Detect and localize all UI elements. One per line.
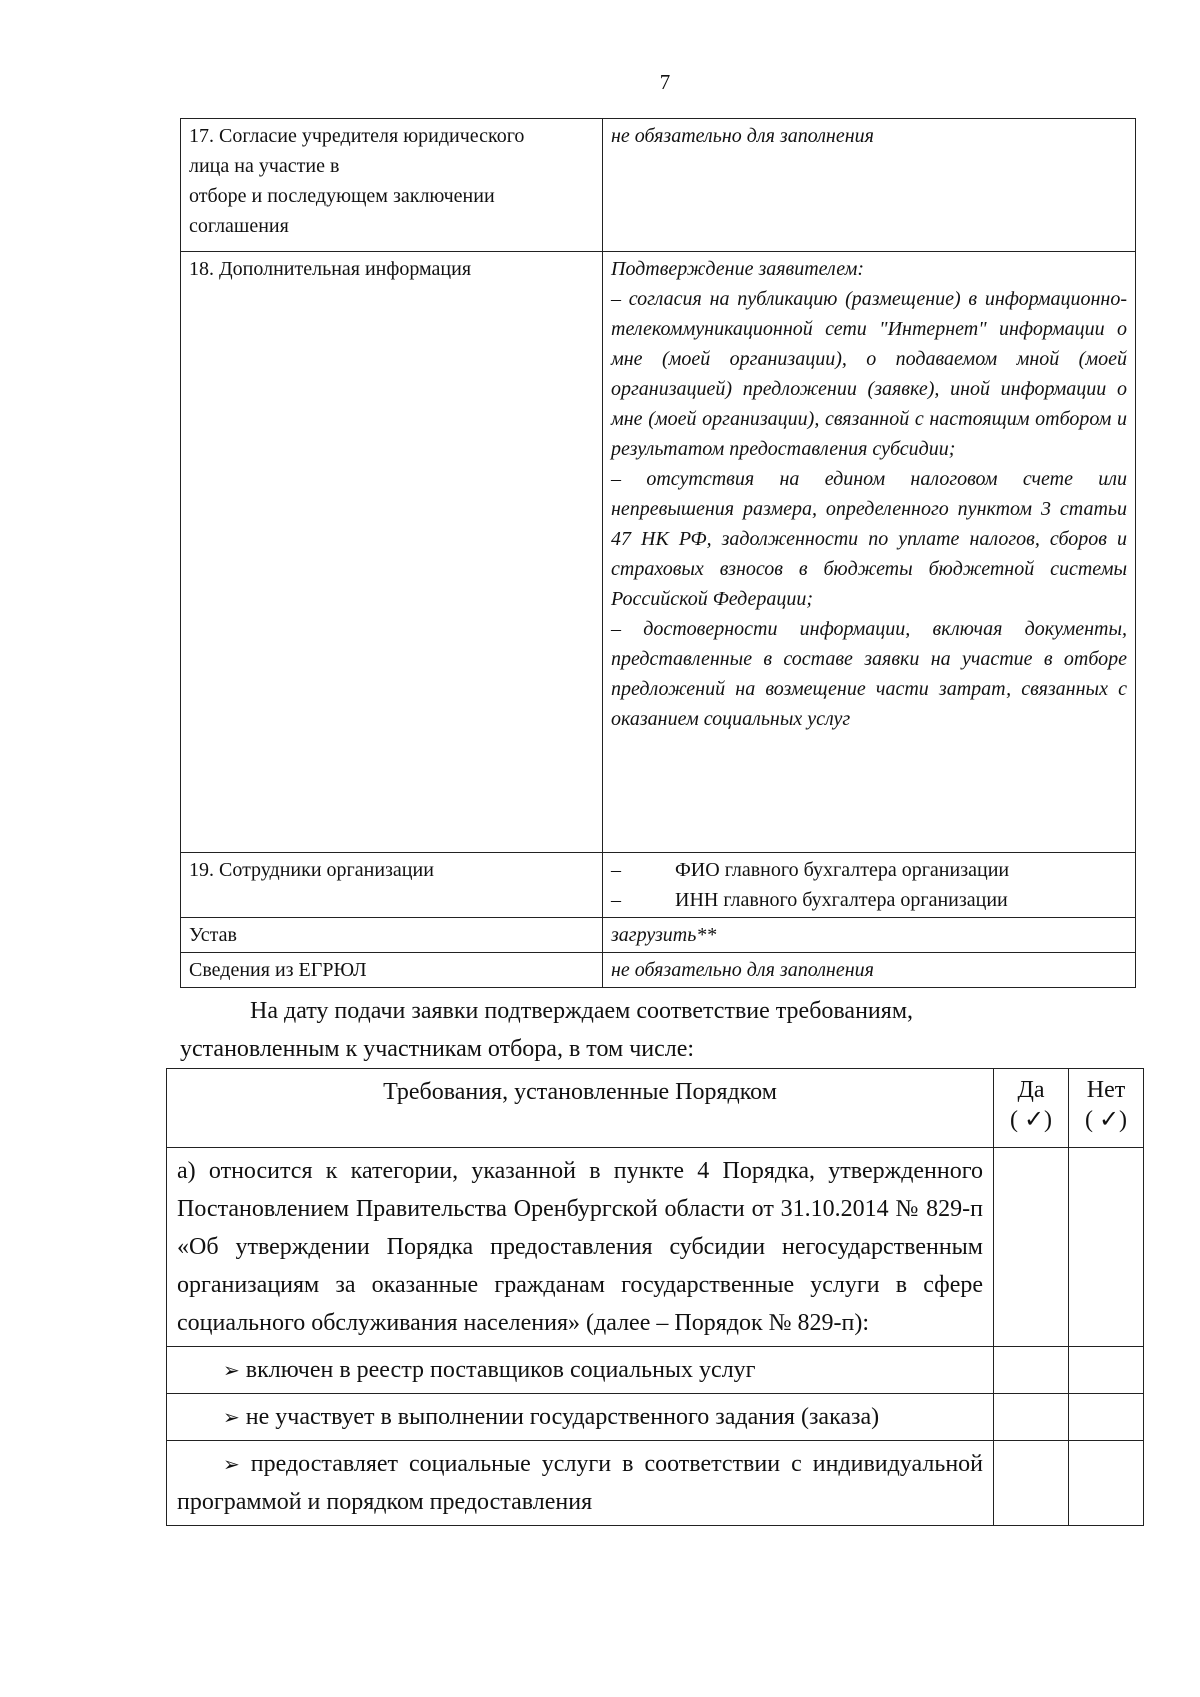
requirement-text (167, 1347, 994, 1394)
requirement-text: а) относится к категории, указанной в пункте 4 Порядка, утвержденного Постановлением Правительства Оренбургской области от 31.10.2014 № 829-п «Об утверждении Порядка предоставления субсидии негосударственным организациям за оказанные гражданам государственные услуги в сфере социального обслуживания населения» (далее – Порядок № 829-п): (167, 1148, 994, 1347)
row-value (603, 853, 1136, 918)
table-row (167, 1347, 1144, 1394)
label-line: соглашения (189, 215, 289, 237)
yes-header (994, 1069, 1069, 1148)
yes-label: Да (1017, 1077, 1045, 1103)
arrow-bullet-icon: ➢ (223, 1358, 240, 1382)
employee-field (611, 885, 1127, 915)
row-value (603, 252, 1136, 853)
check-icon: ( ✓) (1009, 1107, 1053, 1133)
upload-link[interactable]: загрузить** (603, 918, 1136, 953)
table-row-charter (181, 918, 1136, 953)
row-label: 19. Сотрудники организации (181, 853, 603, 918)
dash: – (611, 859, 621, 881)
table-row-consent (181, 119, 1136, 252)
table-row-additional-info (181, 252, 1136, 853)
employee-field (611, 855, 1127, 885)
no-checkbox-cell[interactable] (1069, 1394, 1144, 1441)
check-icon: ( ✓) (1084, 1107, 1128, 1133)
table-row (167, 1148, 1144, 1347)
page-number: 7 (659, 70, 671, 94)
no-checkbox-cell[interactable] (1069, 1347, 1144, 1394)
row-label: Сведения из ЕГРЮЛ (181, 953, 603, 988)
table-header-row (167, 1069, 1144, 1148)
row-label (181, 119, 603, 252)
row-value: не обязательно для заполнения (603, 119, 1136, 252)
no-checkbox-cell[interactable] (1069, 1148, 1144, 1347)
row-label: Устав (181, 918, 603, 953)
intro-paragraph: На дату подачи заявки подтверждаем соответствие требованиям, (250, 998, 913, 1024)
employee-field-label: ИНН главного бухгалтера организации (675, 889, 1008, 911)
label-line: лица на участие в (189, 155, 340, 177)
row-label: 18. Дополнительная информация (181, 252, 603, 853)
confirmation-item: – достоверности информации, включая документы, представленные в составе заявки на участие в отборе предложений на возмещение части затрат, связанных с оказанием социальных услуг (611, 618, 1127, 730)
requirements-table (166, 1068, 1144, 1526)
yes-checkbox-cell[interactable] (994, 1394, 1069, 1441)
table-row-employees (181, 853, 1136, 918)
arrow-bullet-icon: ➢ (223, 1452, 240, 1476)
no-checkbox-cell[interactable] (1069, 1441, 1144, 1526)
arrow-bullet-icon: ➢ (223, 1405, 240, 1429)
table-row (167, 1394, 1144, 1441)
application-info-table (180, 118, 1136, 988)
yes-checkbox-cell[interactable] (994, 1148, 1069, 1347)
confirmation-item: – отсутствия на едином налоговом счете или непревышения размера, определенного пунктом 3 статьи 47 НК РФ, задолженности по уплате налогов, сборов и страховых взносов в бюджеты бюджетной системы Российской Федерации; (611, 468, 1127, 610)
row-value: не обязательно для заполнения (603, 953, 1136, 988)
requirement-item: не участвует в выполнении государственного задания (заказа) (245, 1404, 880, 1430)
dash: – (611, 889, 621, 911)
yes-checkbox-cell[interactable] (994, 1347, 1069, 1394)
requirement-text (167, 1441, 994, 1526)
confirmation-heading: Подтверждение заявителем: (611, 258, 865, 280)
intro-paragraph-continued: установленным к участникам отбора, в том числе: (180, 1036, 695, 1062)
confirmation-item: – согласия на публикацию (размещение) в информационно-телекоммуникационной сети "Интернет" информации о мне (моей организации), о подаваемом мной (моей организацией) предложении (заявке), иной информации о мне (моей организации), связанной с настоящим отбором и результатом предоставления субсидии; (611, 288, 1127, 460)
yes-checkbox-cell[interactable] (994, 1441, 1069, 1526)
no-label: Нет (1086, 1077, 1126, 1103)
requirement-text (167, 1394, 994, 1441)
label-line: 17. Согласие учредителя юридического (189, 125, 525, 147)
employee-field-label: ФИО главного бухгалтера организации (675, 859, 1010, 881)
label-line: отборе и последующем заключении (189, 185, 495, 207)
requirement-item: предоставляет социальные услуги в соответствии с индивидуальной программой и порядком предоставления (177, 1451, 984, 1515)
table-row (167, 1441, 1144, 1526)
requirements-header: Требования, установленные Порядком (167, 1069, 994, 1148)
requirement-item: включен в реестр поставщиков социальных услуг (245, 1357, 756, 1383)
table-row-egrul (181, 953, 1136, 988)
no-header (1069, 1069, 1144, 1148)
